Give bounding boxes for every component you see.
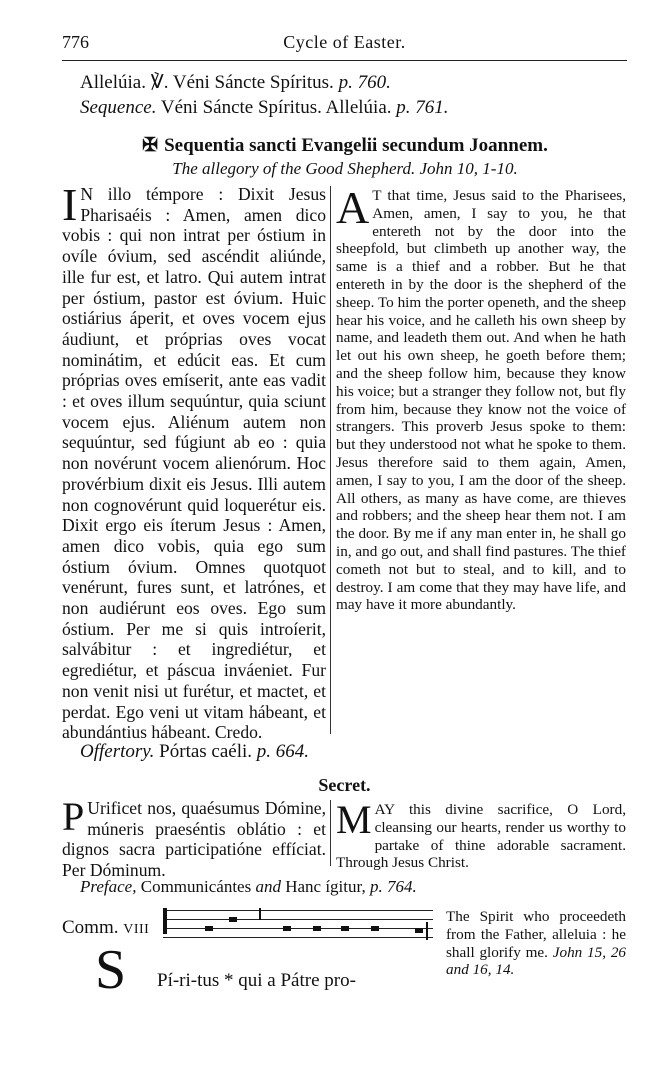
preface-label: Preface, [80,877,137,896]
alleluia-ref: p. 760. [338,72,391,93]
preface-line [80,877,417,897]
offertory-text: Pórtas caéli. [154,741,257,762]
staff-line [163,928,433,929]
chant-staff [163,906,433,942]
secret-latin-text: Urificet nos, quaésumus Dómine, múneris praeséntis oblátio : et dignos sacra participatióne effíciat. Per Dóminum. [62,798,326,881]
communion-english-text: The Spirit who proceedeth from the Father, alleluia : he shall glorify me. [446,908,626,961]
page-number: 776 [62,32,89,52]
neume-icon [341,926,349,931]
offertory-ref: p. 664. [256,741,310,762]
preface-tail: Hanc ígitur, [280,877,370,896]
gospel-english-text: T that time, Jesus said to the Pharisees, Amen, amen, I say to you, he that entereth not by the door into the sheepfold, but climbeth up another way, the same is a thief and a robber. But he that entereth in by the door is the shepherd of the sheep. To him the porter openeth, and the sheep hear his voice, and he calleth his own sheep by name, and leadeth them out. And when he hath let out his own sheep, he goeth before them; and the sheep follow him, because they know his voice; but a stranger they follow not, but fly from him, because they know not the voice of strangers. This proverb Jesus spoke to them: but they understood not what he spoke to them. Jesus therefore said to them again, Amen, amen, I say to you, I am the door of the sheep. All others, as many as have come, are thieves and robbers; and the sheep hear them not. I am the door. By me if any man enter in, he shall go in, and go out, and shall find pastures. The thief cometh not but to steal, and to kill, and to destroy. I am come that they may have life, and may have it more abundantly. [336,187,626,614]
neume-icon [229,917,237,922]
custos-icon [426,922,428,940]
sequence-text: Véni Sáncte Spíritus. Allelúia. [156,97,397,118]
secret-english-initial: M [336,797,372,842]
sequence-ref: p. 761. [396,97,449,118]
gospel-english-column [336,182,626,614]
gospel-english-initial: A [336,182,370,233]
gospel-subheading: The allegory of the Good Shepherd. John 10, 1-10. [172,159,518,178]
secret-latin-column [62,794,326,881]
running-header [62,20,627,60]
preface-and: and [255,877,281,896]
preface-ref: p. 764. [370,877,417,896]
secret-english-text: AY this divine sacrifice, O Lord, cleansing our hearts, render us worthy to partake of thine adorable sacrament. Through Jesus Christ. [336,801,626,872]
gospel-latin-column [62,179,326,743]
neume-icon [371,926,379,931]
alleluia-line [80,71,391,94]
sequence-line [80,97,449,119]
offertory-label: Offertory. [80,741,155,762]
staff-line [163,919,433,920]
running-title: Cycle of Easter. [283,32,406,52]
header-rule [62,60,627,61]
communion-english-ref: John 15, 26 and 16, 14. [446,943,627,979]
neume-icon [313,926,321,931]
c-clef-icon [163,908,167,934]
neume-icon [283,926,291,931]
communion-english [446,908,626,979]
alleluia-text: Allelúia. ℣. Véni Sáncte Spíritus. [80,72,339,93]
bar-icon [259,908,261,920]
communion-label [62,917,149,939]
cross-icon: ✠ [142,135,159,156]
offertory-line [80,741,309,763]
chant-lyrics: Pí-ri-tus * qui a Pátre pro- [157,970,356,991]
gospel-heading [60,134,630,157]
neume-icon [415,928,423,933]
neume-icon [205,926,213,931]
sequence-label: Sequence. [80,97,157,118]
gospel-latin-text: N illo témpore : Dixit Jesus Pharisaéis : Amen, amen dico vobis : qui non intrat per óstium in ovíle óvium, sed ascéndit aliúnde, ille fur est, et latro. Qui autem intrat per óstium, pastor est óvium. Huic ostiárius áperit, et oves vocem ejus áudiunt, et próprias oves vocat nominátim, et edúcit eas. Et cum próprias oves emíserit, ante eas vadit : et oves illum sequúntur, quia sciunt vocem ejus. Aliénum autem non sequúntur, sed fúgiunt ab eo : quia non novérunt vocem alienórum. Hoc provérbium dixit eis Jesus. Illi autem non cognovérunt quid loquerétur eis. Dixit ergo eis íterum Jesus : Amen, amen dico vobis, quia ego sum óstium óvium. Omnes quotquot venérunt, fures sunt, et latrónes, et non audiérunt eos oves. Ego sum óstium. Per me si quis introíerit, salvábitur : et ingrediétur, et egrediétur, et páscua inváeniet. Fur non venit nisi ut furétur, et mactet, et perdat. Ego veni ut vitam hábeant, et abundántius hábeant. Credo. [62,184,326,743]
gospel-latin-initial: I [62,179,78,230]
column-divider [330,186,331,734]
staff-line [163,910,433,911]
secret-latin-initial: P [62,794,85,839]
preface-mid: Communicántes [136,877,256,896]
secret-column-divider [330,800,331,866]
communion-initial: S [95,939,127,1001]
communion-label-text: Comm. [62,917,119,938]
gospel-heading-text: Sequentia sancti Evangelii secundum Joannem. [164,135,548,156]
staff-line [163,937,433,938]
communion-mode: VIII [123,922,150,937]
secret-heading: Secret. [318,775,371,795]
secret-english-column [336,797,626,872]
